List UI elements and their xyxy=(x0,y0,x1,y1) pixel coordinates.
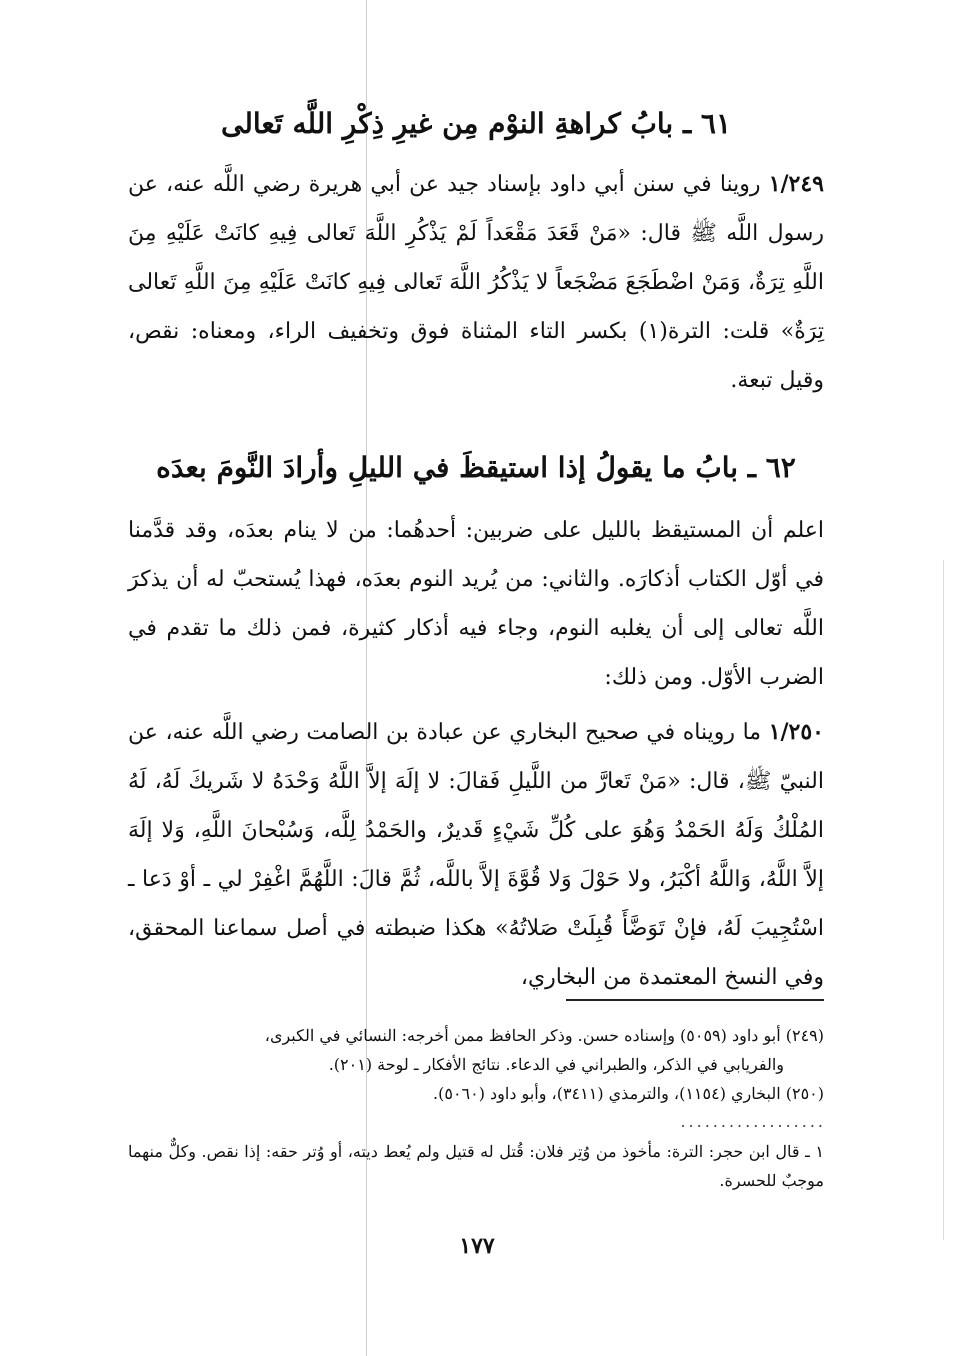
chapter-62-intro: اعلم أن المستيقظ بالليل على ضربين: أحدهُما: من لا ينام بعدَه، وقد قدَّمنا في أوّل الكتاب أذكارَه. والثاني: من يُريد النوم بعدَه، فهذا يُستحبّ له أن يذكرَ اللَّه تعالى إلى أن يغلبه النوم، وجاء فيه أذكار كثيرة، فمن ذلك ما تقدم في الضرب الأوّل. ومن ذلك: xyxy=(128,518,824,690)
footnote-dot-separator: .................. xyxy=(680,1112,826,1131)
hadith-249-text: روينا في سنن أبي داود بإسناد جيد عن أبي هريرة رضي اللَّه عنه، عن رسول اللَّه ﷺ قال: «مَنْ قَعَدَ مَقْعَداً لَمْ يَذْكُرِ اللَّهَ تَعالى فِيهِ كانَتْ عَلَيْهِ مِنَ اللَّهِ تِرَةٌ، وَمَنْ اضْطَجَعَ مَضْجَعاً لا يَذْكُرُ اللَّهَ تَعالى فِيهِ كانَتْ عَلَيْهِ مِنَ اللَّهِ تَعالى تِرَةٌ» قلت: الترة(١) بكسر التاء المثناة فوق وتخفيف الراء، ومعناه: نقص، وقيل تبعة. xyxy=(128,172,824,393)
footnote-250: (٢٥٠) البخاري (١١٥٤)، والترمذي (٣٤١١)، وأبو داود (٥٠٦٠). xyxy=(433,1084,824,1103)
hadith-249-number: ١/٢٤٩ xyxy=(768,171,824,197)
footnote-note-1: ١ ـ قال ابن حجر: الترة: مأخوذ من وُتِر فلان: قُتل له قتيل ولم يُعط ديته، أو وُتر حقه: إذا نقص. وكلٌّ منهما موجبٌ للحسرة. xyxy=(128,1142,824,1190)
page-number: ١٧٧ xyxy=(459,1233,495,1259)
hadith-250 xyxy=(128,708,824,1002)
footnote-separator-rule xyxy=(566,999,824,1001)
footnote-249-line2: والفريابي في الذكر، والطبراني في الدعاء. نتائج الأفكار ـ لوحة (٢٠١). xyxy=(328,1055,784,1074)
hadith-250-number: ١/٢٥٠ xyxy=(768,719,824,745)
hadith-249 xyxy=(128,160,824,405)
footnote-249 xyxy=(128,1021,824,1079)
chapter-heading-61: ٦١ ـ بابُ كراهةِ النوْم مِن غيرِ ذِكْرِ اللَّه تَعالى xyxy=(221,107,731,140)
chapter-heading-62: ٦٢ ـ بابُ ما يقولُ إذا استيقظَ في الليلِ وأرادَ النَّومَ بعدَه xyxy=(156,451,796,484)
hadith-250-text: ما رويناه في صحيح البخاري عن عبادة بن الصامت رضي اللَّه عنه، عن النبيّ ﷺ، قال: «مَنْ تَعارَّ من اللَّيلِ فَقالَ: لا إلَهَ إلاَّ اللَّهُ وَحْدَهُ لا شَريكَ لَهُ، لَهُ المُلْكُ وَلَهُ الحَمْدُ وَهُوَ على كُلِّ شَيْءٍ قَديرٌ، والحَمْدُ لِلَّه، وَسُبْحانَ اللَّهِ، وَلا إلَهَ إلاَّ اللَّهُ، وَاللَّهُ أكْبَرُ، ولا حَوْلَ وَلا قُوَّةَ إلاَّ باللَّه، ثُمَّ قالَ: اللَّهُمَّ اغْفِرْ لي ـ أوْ دَعا ـ اسْتُجِيبَ لَهُ، فإنْ تَوَضَّأَ قُبِلَتْ صَلاتُهُ» هكذا ضبطته في أصل سماعنا المحقق، وفي النسخ المعتمدة من البخاري، xyxy=(128,720,824,990)
footnote-249-line1: (٢٤٩) أبو داود (٥٠٥٩) وإسناده حسن. وذكر الحافظ ممن أخرجه: النسائي في الكبرى، xyxy=(264,1026,824,1045)
scan-edge-line xyxy=(943,560,944,1240)
